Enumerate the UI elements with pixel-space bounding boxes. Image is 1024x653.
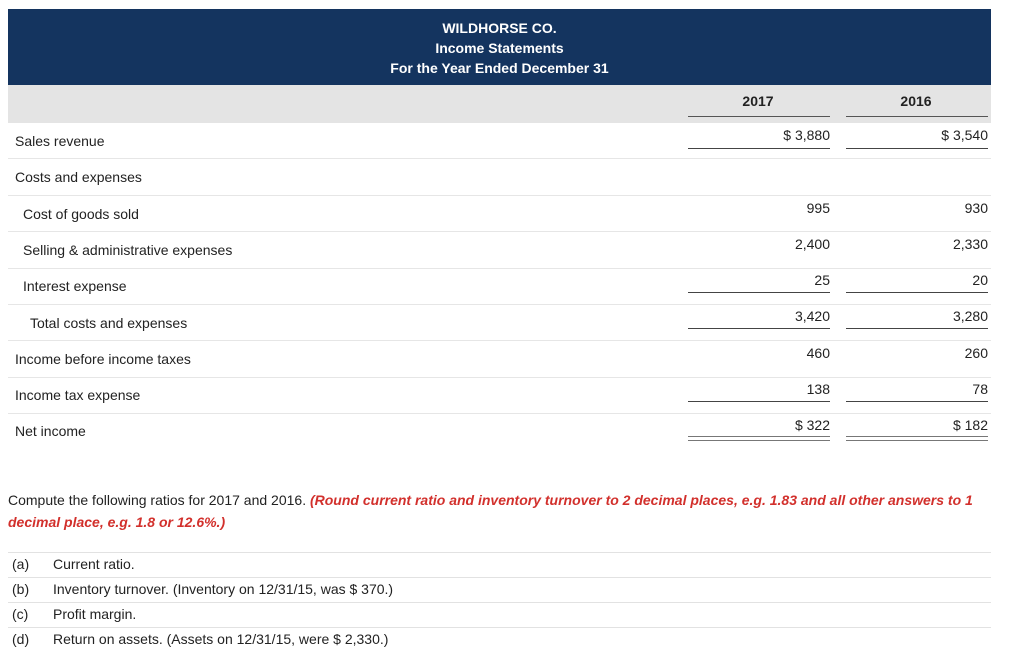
cell-2016: 20 — [972, 272, 988, 288]
instructions-lead: Compute the following ratios for 2017 and 2016. — [8, 492, 310, 508]
question-letter: (a) — [12, 556, 30, 572]
instructions — [8, 489, 988, 533]
cell-2016: 930 — [964, 200, 988, 216]
question-item — [8, 553, 991, 577]
double-underline — [846, 436, 988, 441]
column-header-rule — [688, 116, 830, 117]
row-divider — [8, 268, 991, 269]
question-item — [8, 603, 991, 627]
cell-2016: 78 — [972, 381, 988, 397]
underline — [688, 401, 830, 402]
question-text: Profit margin. — [53, 606, 137, 622]
row-divider — [8, 195, 991, 196]
column-header-band — [8, 85, 991, 123]
cell-2017: 2,400 — [794, 236, 830, 252]
cell-2016: $ 182 — [952, 417, 988, 433]
row-label-net-income: Net income — [15, 423, 86, 439]
question-letter: (c) — [12, 606, 29, 622]
row-label-interest-expense: Interest expense — [23, 278, 127, 294]
underline — [846, 148, 988, 149]
cell-2017: 995 — [806, 200, 830, 216]
row-label-cost-of-goods-sold: Cost of goods sold — [23, 206, 139, 222]
cell-2016: 260 — [964, 345, 988, 361]
cell-2017: 25 — [814, 272, 830, 288]
underline — [846, 328, 988, 329]
row-label-income-tax-expense: Income tax expense — [15, 387, 141, 403]
row-divider — [8, 340, 991, 341]
row-label-selling-administrative: Selling & administrative expenses — [23, 242, 233, 258]
cell-2017: 138 — [806, 381, 830, 397]
cell-2017: $ 322 — [794, 417, 830, 433]
row-label-total-costs: Total costs and expenses — [30, 315, 188, 331]
row-divider — [8, 158, 991, 159]
row-label-costs-and-expenses: Costs and expenses — [15, 169, 142, 185]
question-letter: (b) — [12, 581, 30, 597]
statement-header — [8, 9, 991, 85]
question-letter: (d) — [12, 631, 30, 647]
cell-2016: 3,280 — [952, 308, 988, 324]
cell-2016: 2,330 — [952, 236, 988, 252]
cell-2017: $ 3,880 — [783, 127, 830, 143]
question-item — [8, 628, 991, 652]
statement-title: Income Statements — [435, 40, 564, 56]
row-divider — [8, 377, 991, 378]
statement-period: For the Year Ended December 31 — [390, 60, 609, 76]
double-underline — [688, 436, 830, 441]
question-text: Inventory turnover. (Inventory on 12/31/15, was $ 370.) — [53, 581, 394, 597]
column-header-rule — [846, 116, 988, 117]
question-text: Return on assets. (Assets on 12/31/15, were $ 2,330.) — [53, 631, 389, 647]
underline — [688, 328, 830, 329]
cell-2017: 460 — [806, 345, 830, 361]
row-divider — [8, 304, 991, 305]
question-text: Current ratio. — [53, 556, 135, 572]
underline — [846, 401, 988, 402]
row-divider — [8, 231, 991, 232]
underline — [688, 148, 830, 149]
cell-2017: 3,420 — [794, 308, 830, 324]
row-label-sales-revenue: Sales revenue — [15, 133, 105, 149]
row-divider — [8, 413, 991, 414]
column-header-2017: 2017 — [742, 93, 774, 109]
column-header-2016: 2016 — [900, 93, 932, 109]
underline — [688, 292, 830, 293]
question-item — [8, 578, 991, 602]
cell-2016: $ 3,540 — [941, 127, 988, 143]
row-label-income-before-taxes: Income before income taxes — [15, 351, 191, 367]
rounding-note: (Round current ratio and inventory turnover to 2 decimal places, e.g. 1.83 and all other answers to 1 decimal place, e.g. 1.8 or 12.6%.) — [8, 492, 973, 530]
company-name: WILDHORSE CO. — [442, 20, 557, 36]
underline — [846, 292, 988, 293]
